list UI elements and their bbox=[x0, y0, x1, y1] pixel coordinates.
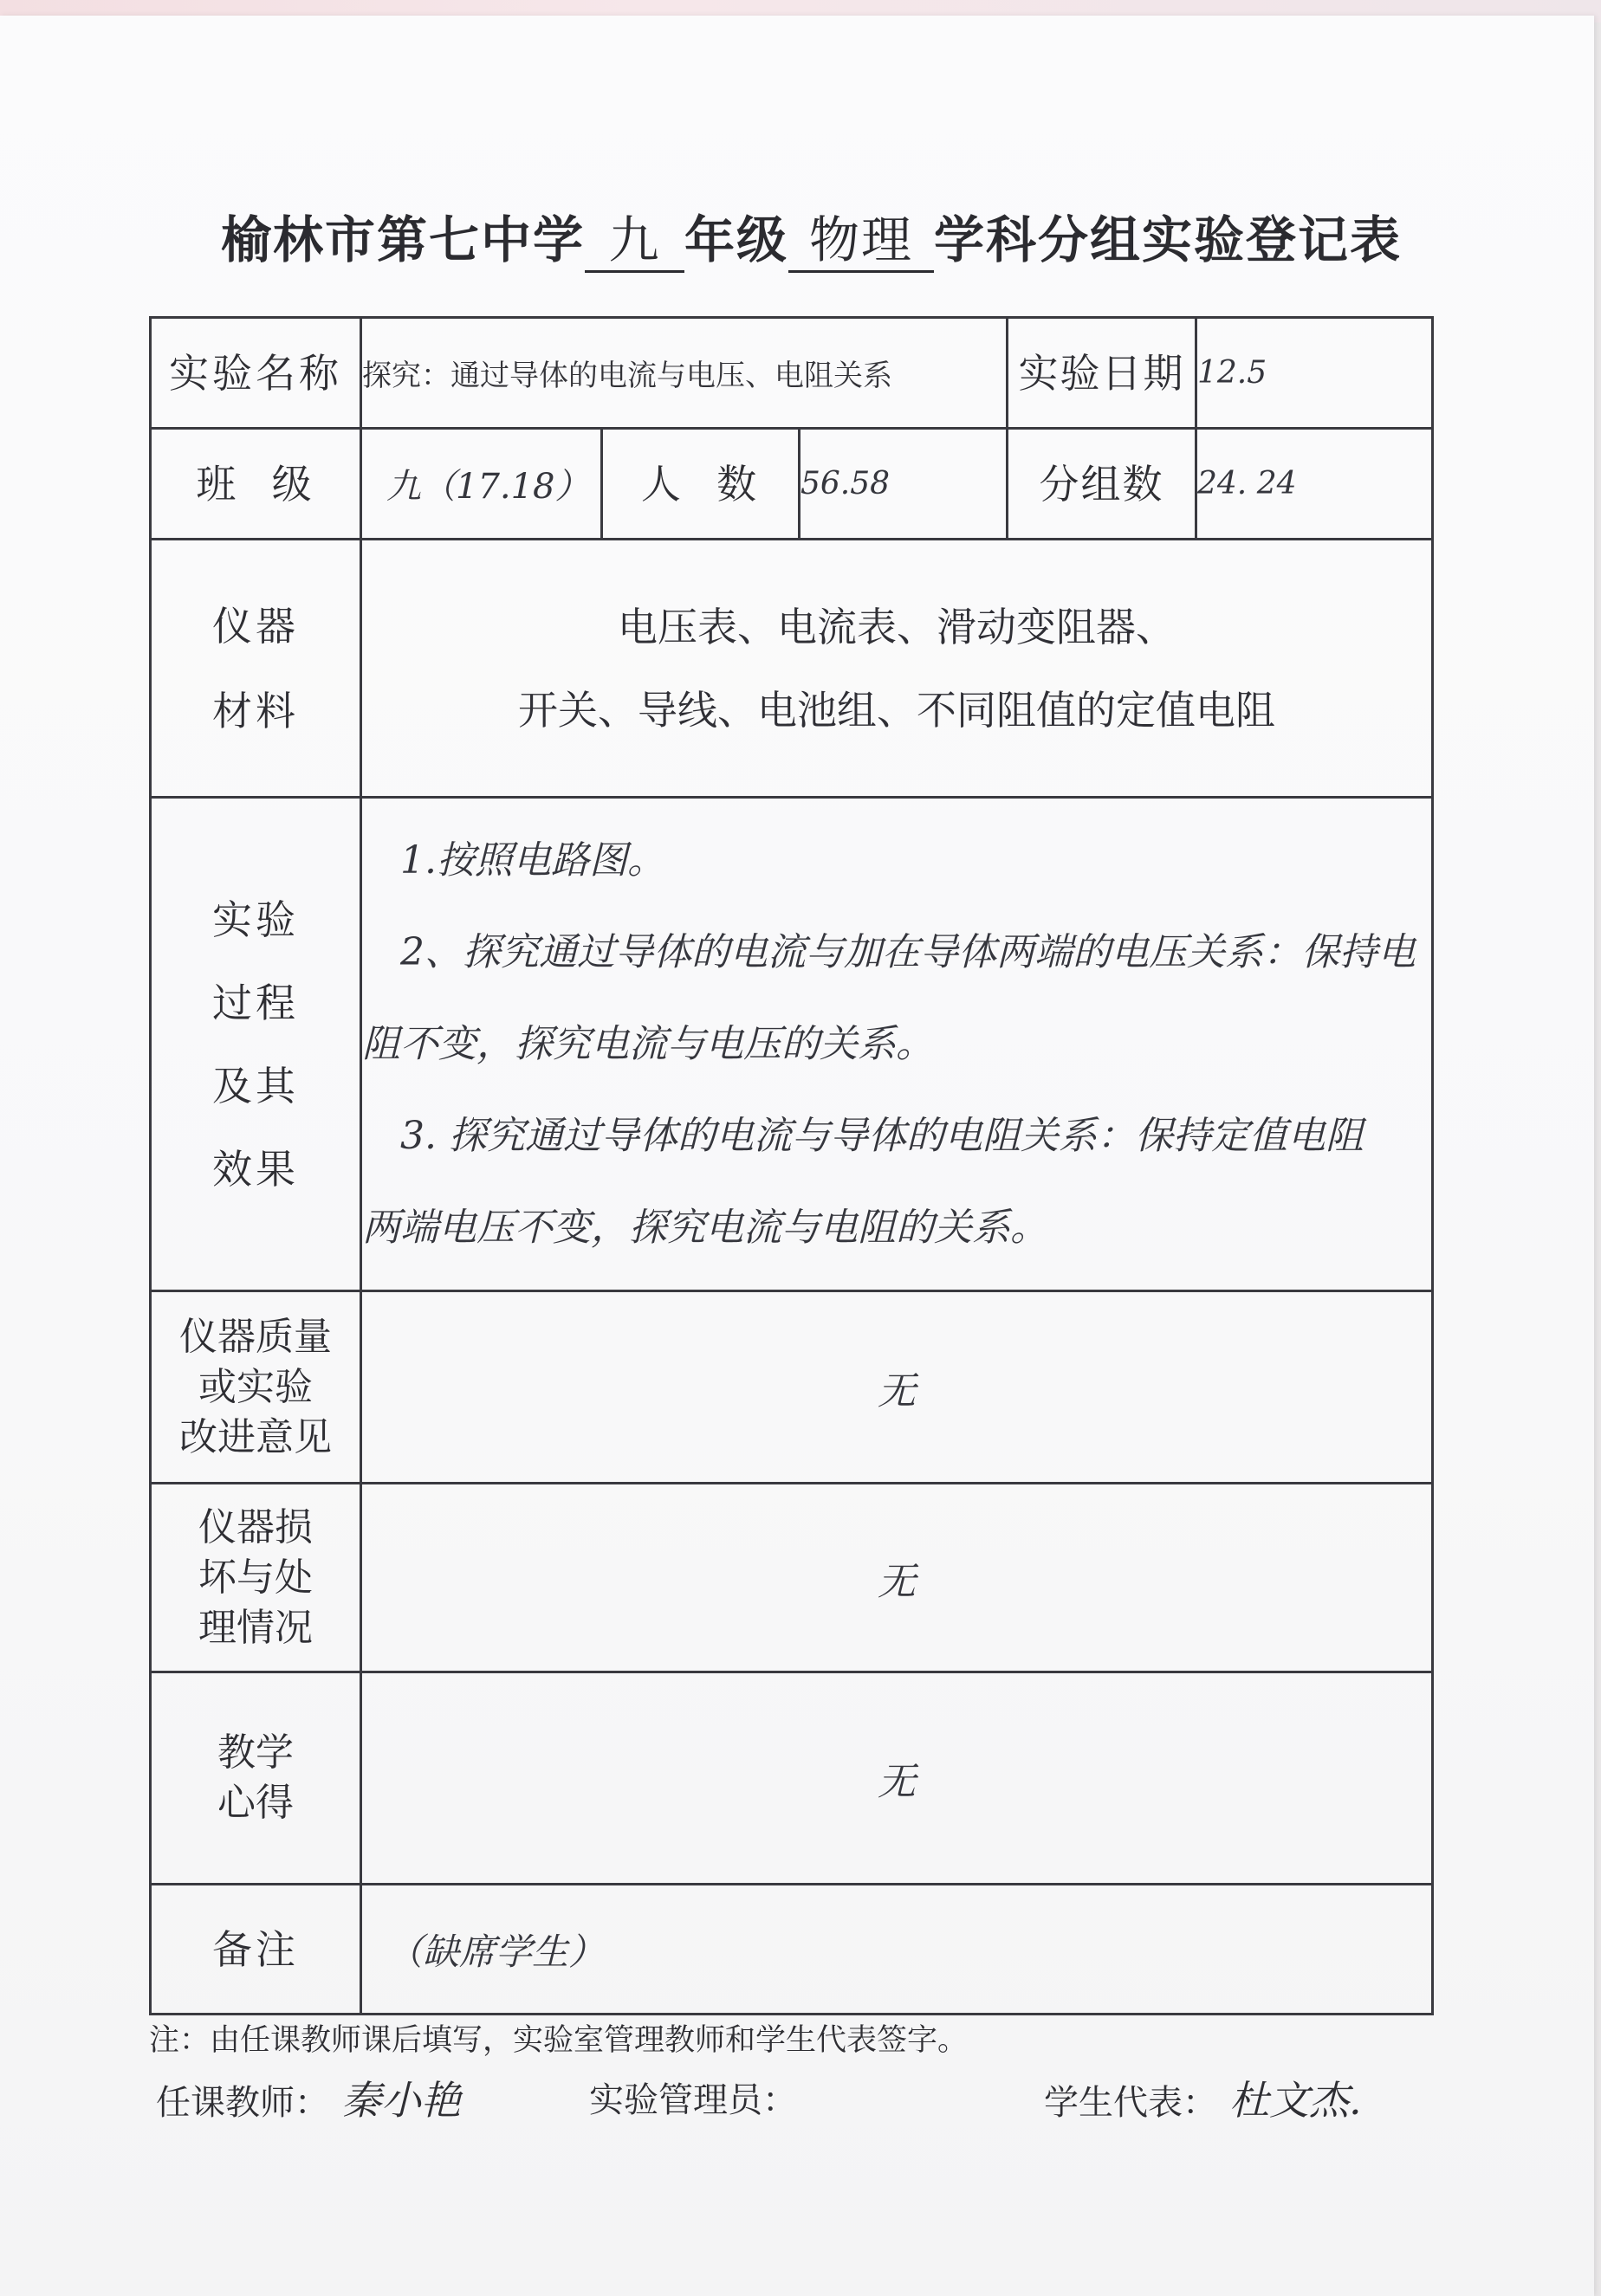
title-school: 榆林市第七中学 bbox=[221, 210, 586, 269]
group-count-value: 24. 24 bbox=[1196, 429, 1433, 540]
student-label: 学生代表： bbox=[1044, 2083, 1217, 2123]
teacher-signature-block bbox=[156, 2074, 461, 2129]
row-quality bbox=[151, 1291, 1433, 1484]
form-title bbox=[221, 199, 1416, 273]
row-teaching bbox=[151, 1672, 1433, 1885]
process-step-1: 1.按照电路图。 bbox=[400, 838, 665, 883]
experiment-name-label: 实验名称 bbox=[151, 318, 361, 429]
row-process bbox=[151, 798, 1433, 1291]
teaching-label bbox=[151, 1672, 361, 1885]
remarks-value: （缺席学生） bbox=[361, 1885, 1433, 2015]
equipment-label bbox=[151, 540, 361, 798]
damage-label-line3: 理情况 bbox=[198, 1605, 313, 1650]
grade-blank: 九 bbox=[585, 210, 684, 273]
row-remarks bbox=[151, 1885, 1433, 2015]
process-step-2b: 阻不变，探究电流与电压的关系。 bbox=[362, 1021, 934, 1066]
signature-row bbox=[156, 2074, 1429, 2144]
process-step-3b: 两端电压不变，探究电流与电阻的关系。 bbox=[362, 1205, 1048, 1250]
admin-label: 实验管理员： bbox=[589, 2080, 797, 2120]
student-signature-block bbox=[1044, 2074, 1362, 2129]
damage-label-line1: 仪器损 bbox=[198, 1504, 313, 1549]
subject-blank: 物理 bbox=[788, 210, 934, 273]
damage-label bbox=[151, 1484, 361, 1672]
group-count-label: 分组数 bbox=[1008, 429, 1196, 540]
row-experiment-name bbox=[151, 318, 1433, 429]
title-grade-suffix: 年级 bbox=[684, 210, 789, 269]
remarks-label: 备注 bbox=[151, 1885, 361, 2015]
process-label-line3: 及其 bbox=[212, 1062, 299, 1109]
process-step-3a: 3. 探究通过导体的电流与导体的电阻关系：保持定值电阻 bbox=[400, 1113, 1364, 1158]
experiment-date-value: 12.5 bbox=[1196, 318, 1433, 429]
title-suffix: 学科分组实验登记表 bbox=[934, 210, 1403, 269]
equipment-label-line1: 仪器 bbox=[212, 602, 299, 650]
quality-label-line1: 仪器质量 bbox=[179, 1314, 332, 1359]
process-step-2a: 2、探究通过导体的电流与加在导体两端的电压关系：保持电 bbox=[400, 929, 1416, 974]
quality-label bbox=[151, 1291, 361, 1484]
row-equipment bbox=[151, 540, 1433, 798]
student-count-label: 人 数 bbox=[602, 429, 800, 540]
teacher-label: 任课教师： bbox=[156, 2083, 329, 2123]
equipment-line1: 电压表、电流表、滑动变阻器、 bbox=[618, 603, 1176, 650]
process-label-line2: 过程 bbox=[212, 979, 299, 1026]
footer-note: 注：由任课教师课后填写，实验室管理教师和学生代表签字。 bbox=[149, 2023, 969, 2058]
process-label-line1: 实验 bbox=[212, 896, 299, 943]
quality-value: 无 bbox=[361, 1291, 1433, 1484]
student-signature: 杜文杰. bbox=[1229, 2077, 1362, 2124]
process-value bbox=[361, 798, 1433, 1291]
quality-label-line2: 或实验 bbox=[198, 1364, 313, 1409]
damage-label-line2: 坏与处 bbox=[198, 1555, 313, 1600]
process-label-line4: 效果 bbox=[212, 1145, 299, 1193]
teaching-label-line1: 教学 bbox=[217, 1730, 294, 1775]
teaching-label-line2: 心得 bbox=[217, 1781, 294, 1825]
equipment-value bbox=[361, 540, 1433, 798]
quality-label-line3: 改进意见 bbox=[179, 1414, 332, 1459]
row-class bbox=[151, 429, 1433, 540]
experiment-register-table bbox=[149, 316, 1434, 2015]
equipment-line2: 开关、导线、电池组、不同阻值的定值电阻 bbox=[518, 686, 1275, 734]
class-label: 班 级 bbox=[151, 429, 361, 540]
student-count-value: 56.58 bbox=[800, 429, 1008, 540]
class-value: 九（17.18） bbox=[361, 429, 602, 540]
row-damage bbox=[151, 1484, 1433, 1672]
equipment-label-line2: 材料 bbox=[212, 687, 299, 734]
experiment-name-value: 探究：通过导体的电流与电压、电阻关系 bbox=[361, 318, 1008, 429]
experiment-date-label: 实验日期 bbox=[1008, 318, 1196, 429]
teacher-signature: 秦小艳 bbox=[341, 2077, 461, 2124]
damage-value: 无 bbox=[361, 1484, 1433, 1672]
admin-signature-block bbox=[589, 2074, 797, 2126]
process-label bbox=[151, 798, 361, 1291]
teaching-value: 无 bbox=[361, 1672, 1433, 1885]
